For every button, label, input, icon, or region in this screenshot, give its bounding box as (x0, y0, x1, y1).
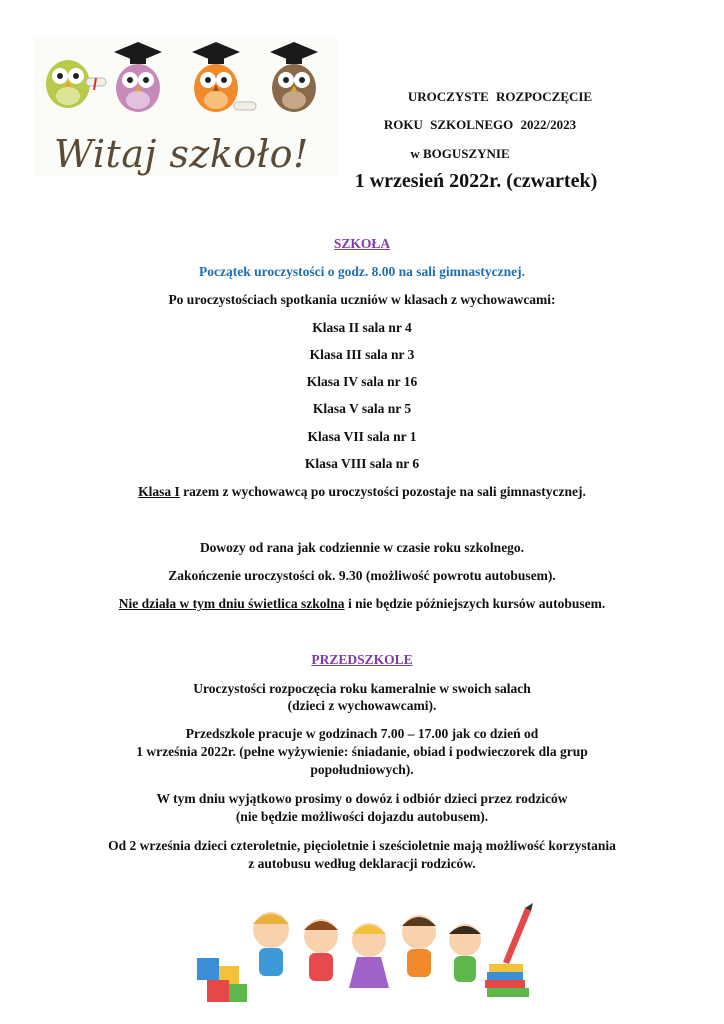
class-1-label: Klasa I (138, 484, 180, 499)
afterschool-note (0, 596, 724, 612)
preschool-p2-line1: Przedszkole pracuje w godzinach 7.00 – 17.00 jak co dzień od (185, 726, 539, 741)
preschool-p4-line1: Od 2 września dzieci czteroletnie, pięcioletnie i sześcioletnie mają możliwość korzystania (108, 838, 616, 853)
class-room-item: Klasa II sala nr 4 (312, 320, 412, 335)
school-start-time: Początek uroczystości o godz. 8.00 na sali gimnastycznej. (199, 264, 525, 279)
banner-text: Witaj szkoło! (54, 132, 309, 176)
afterschool-closed: Nie działa w tym dniu świetlica szkolna (118, 596, 345, 611)
toy-blocks-icon (197, 958, 247, 1002)
ceremony-end: Zakończenie uroczystości ok. 9.30 (możliwość powrotu autobusem). (168, 568, 556, 583)
owl-green-icon (46, 60, 90, 108)
class-1-note (0, 484, 724, 500)
school-meetings-intro: Po uroczystościach spotkania uczniów w klasach z wychowawcami: (168, 292, 556, 307)
preschool-p1-line2: (dzieci z wychowawcami). (287, 698, 437, 713)
preschool-p1-line1: Uroczystości rozpoczęcia roku kameralnie w swoich salach (193, 681, 531, 696)
class-room-item: Klasa IV sala nr 16 (306, 374, 418, 389)
owl-brown-graduate-icon (270, 42, 318, 112)
books-stack-icon (485, 964, 529, 997)
pencil-icon (503, 903, 533, 964)
owl-pink-graduate-icon (114, 42, 162, 112)
header-line-1: UROCZYSTE ROZPOCZĘCIE (407, 89, 593, 104)
event-date: 1 wrzesień 2022r. (czwartek) (354, 170, 598, 192)
class-room-item: Klasa VII sala nr 1 (307, 429, 417, 444)
school-section-title: SZKOŁA (333, 236, 391, 251)
class-room-item: Klasa V sala nr 5 (312, 401, 412, 416)
class-room-item: Klasa VIII sala nr 6 (304, 456, 420, 471)
class-room-item: Klasa III sala nr 3 (309, 347, 415, 362)
header-line-2: ROKU SZKOLNEGO 2022/2023 (383, 117, 577, 132)
welcome-banner (34, 36, 338, 176)
afterschool-rest: i nie będzie późniejszych kursów autobusem. (344, 596, 606, 611)
preschool-section-title: PRZEDSZKOLE (311, 652, 413, 667)
preschool-p2-line3: popołudniowych). (310, 762, 414, 777)
header-location: w BOGUSZYNIE (410, 146, 510, 161)
kids-illustration (185, 900, 535, 1005)
bus-info: Dowozy od rana jak codziennie w czasie roku szkolnego. (199, 540, 525, 555)
class-1-text: razem z wychowawcą po uroczystości pozostaje na sali gimnastycznej. (179, 484, 586, 499)
cartoon-kids-icon (253, 912, 481, 988)
preschool-p2-line2: 1 września 2022r. (pełne wyżywienie: śniadanie, obiad i podwieczorek dla grup (136, 744, 588, 759)
preschool-p3-line2: (nie będzie możliwości dojazdu autobusem). (235, 809, 489, 824)
preschool-p4-line2: z autobusu według deklaracji rodziców. (248, 856, 476, 871)
preschool-p3-line1: W tym dniu wyjątkowo prosimy o dowóz i odbiór dzieci przez rodziców (156, 791, 568, 806)
owl-orange-graduate-icon (192, 42, 256, 112)
